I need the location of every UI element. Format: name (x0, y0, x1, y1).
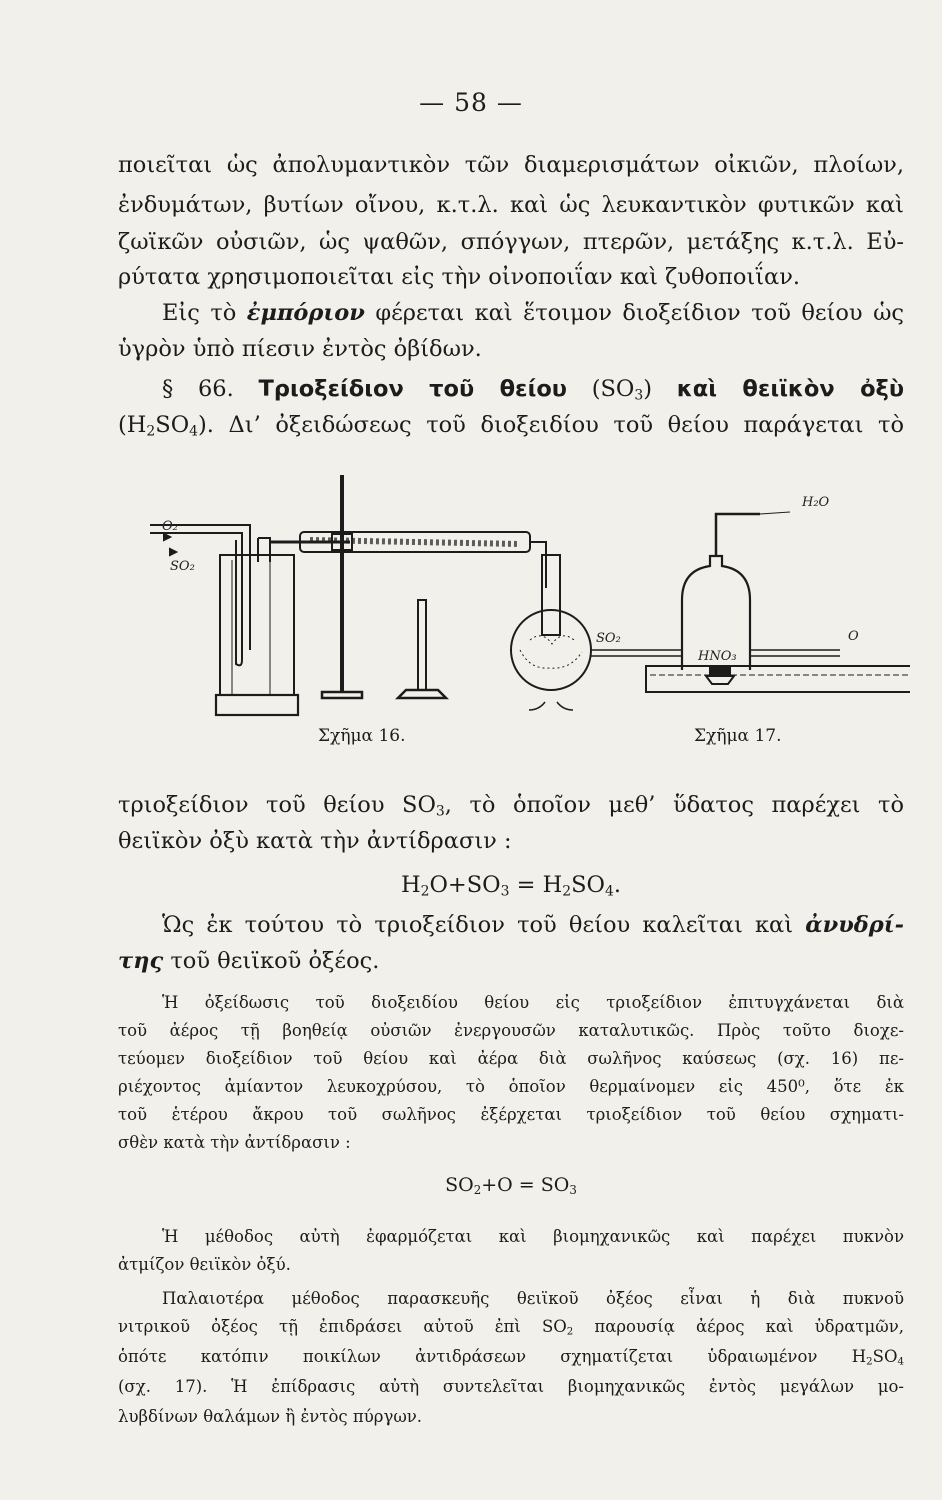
small-text-line: λυβδίνων θαλάμων ἢ ἐντὸς πύργων. (118, 1407, 423, 1426)
formula: +O = SO (481, 1174, 570, 1196)
text-line: θειϊκὸν ὀξὺ κατὰ τὴν ἀντίδρασιν : (118, 828, 512, 854)
text-line (118, 410, 904, 440)
text-run: Ὡς ἐκ τούτου τὸ τριοξείδιον τοῦ θείου καλεῖται καὶ (162, 912, 794, 938)
subscript: 2 (566, 1326, 574, 1338)
subscript: 3 (500, 883, 510, 900)
small-text-line (118, 1314, 904, 1340)
small-text-line: Ἡ μέθοδος αὐτὴ ἐφαρμόζεται καὶ βιομηχανικῶς καὶ παρέχει πυκνὸν (162, 1227, 904, 1246)
small-text-line: ἀτμίζον θειϊκὸν ὀξύ. (118, 1255, 291, 1274)
text-line: ὑγρὸν ὑπὸ πίεσιν ἐντὸς ὀβίδων. (118, 336, 482, 362)
text-run: Δι’ ὀξειδώσεως τοῦ διοξειδίου τοῦ θείου παράγεται τὸ (228, 412, 904, 438)
formula: ). (198, 412, 214, 438)
formula: ) (643, 376, 653, 402)
small-text-line: τεύομεν διοξείδιον τοῦ θείου καὶ ἀέρα διὰ σωλῆνος καύσεως (σχ. 16) πε- (118, 1049, 904, 1068)
text-line: ρύτατα χρησιμοποιεῖται εἰς τὴν οἰνοποιΐαν καὶ ζυθοποιΐαν. (118, 264, 801, 290)
formula: O+SO (429, 872, 501, 898)
emphasis-term: ἐμπόριον (246, 300, 365, 326)
emphasis-term: ἀνυδρί- (805, 912, 904, 938)
subscript: 3 (634, 387, 644, 404)
figure-17-caption: Σχῆμα 17. (694, 726, 782, 746)
formula: . (613, 872, 622, 898)
bunsen-burner (398, 600, 446, 698)
small-text-line: ριέχοντος ἀμίαντον λευκοχρύσου, τὸ ὁποῖον θερμαίνομεν εἰς 450⁰, ὅτε ἐκ (118, 1077, 904, 1096)
chemical-equation (118, 870, 904, 900)
text-run: νιτρικοῦ ὀξέος τῇ ἐπιδράσει αὐτοῦ ἐπὶ SO (118, 1317, 567, 1336)
small-text-line: σθὲν κατὰ τὴν ἀντίδρασιν : (118, 1133, 351, 1152)
subscript: 2 (866, 1356, 873, 1368)
formula: SO (155, 412, 190, 438)
text-line (118, 946, 904, 976)
figure-16-caption: Σχῆμα 16. (318, 726, 406, 746)
emphasis-term: της (118, 948, 164, 974)
small-text-line: Παλαιοτέρα μέθοδος παρασκευῆς θειϊκοῦ ὀξέος εἶναι ἡ διὰ πυκνοῦ (162, 1289, 904, 1308)
text-run: Εἰς τὸ (162, 300, 237, 326)
text-run: φέρεται καὶ ἕτοιμον διοξείδιον τοῦ θείου ὡς (375, 300, 905, 326)
small-text-line: τοῦ ἑτέρου ἄκρου τοῦ σωλῆνος ἐξέρχεται τριοξείδιον τοῦ θείου σχηματι- (118, 1105, 904, 1124)
formula: (SO (591, 376, 635, 402)
subscript: 2 (473, 1182, 482, 1197)
subscript: 4 (897, 1356, 904, 1368)
subscript: 4 (189, 423, 199, 440)
label-h2o: H₂O (802, 495, 830, 510)
section-title: Τριοξείδιον τοῦ θείου (258, 376, 567, 402)
subscript: 2 (562, 883, 572, 900)
formula: H (400, 872, 421, 898)
text-line: ζωϊκῶν οὐσιῶν, ὡς ψαθῶν, σπόγγων, πτερῶν, μετάξης κ.τ.λ. Εὐ- (118, 229, 904, 255)
subscript: 2 (146, 423, 156, 440)
small-text-line: (σχ. 17). Ἡ ἐπίδρασις αὐτὴ συντελεῖται βιομηχανικῶς ἐντὸς μεγάλων μο- (118, 1377, 904, 1396)
text-line (162, 910, 904, 940)
label-hno3: HNO₃ (698, 649, 737, 664)
section-title-2: καὶ θειϊκὸν ὀξὺ (676, 376, 905, 402)
text-line (162, 298, 904, 328)
label-so2-fig17: SO₂ (596, 631, 621, 646)
text-run: τριοξείδιον τοῦ θείου SO (118, 792, 436, 818)
subscript: 3 (569, 1182, 577, 1197)
combustion-tube (300, 532, 546, 588)
wash-bottle (150, 525, 298, 715)
formula: = H (509, 872, 563, 898)
formula: SO (571, 872, 606, 898)
retort-stand (322, 475, 362, 698)
receiving-flask (511, 555, 591, 710)
text-line: ποιεῖται ὡς ἀπολυμαντικὸν τῶν διαμερισμάτων οἰκιῶν, πλοίων, (118, 152, 904, 178)
section-number: § 66. (162, 376, 234, 402)
formula: (H (118, 412, 147, 438)
small-text-line (118, 1344, 904, 1370)
subscript: 4 (605, 883, 614, 900)
text-run: SO (872, 1347, 898, 1366)
subscript: 2 (420, 883, 430, 900)
page-number: — 58 — (419, 88, 523, 117)
chemical-equation (118, 1172, 904, 1198)
text-line (118, 790, 904, 820)
label-o: O (848, 629, 859, 644)
bell-jar-apparatus (590, 512, 910, 692)
text-line: ἐνδυμάτων, βυτίων οἴνου, κ.τ.λ. καὶ ὡς λευκαντικὸν φυτικῶν καὶ (118, 192, 904, 218)
text-run: τοῦ θειϊκοῦ ὀξέος. (170, 948, 380, 974)
formula: SO (445, 1174, 474, 1196)
figures-illustration (150, 470, 910, 720)
label-so2: SO₂ (170, 559, 195, 574)
text-run: ὁπότε κατόπιν ποικίλων ἀντιδράσεων σχηματίζεται ὑδραιωμένον H (118, 1347, 867, 1366)
subscript: 3 (435, 803, 445, 820)
small-text-line: Ἡ ὀξείδωσις τοῦ διοξειδίου θείου εἰς τριοξείδιον ἐπιτυγχάνεται διὰ (162, 993, 904, 1012)
section-heading (162, 374, 904, 404)
text-run: παρουσίᾳ ἀέρος καὶ ὑδρατμῶν, (573, 1317, 904, 1336)
text-run: , τὸ ὁποῖον μεθ’ ὕδατος παρέχει τὸ (444, 792, 904, 818)
small-text-line: τοῦ ἀέρος τῇ βοηθείᾳ οὐσιῶν ἐνεργουσῶν καταλυτικῶς. Πρὸς τοῦτο διοχε- (118, 1021, 904, 1040)
label-o2: O₂ (162, 519, 178, 534)
